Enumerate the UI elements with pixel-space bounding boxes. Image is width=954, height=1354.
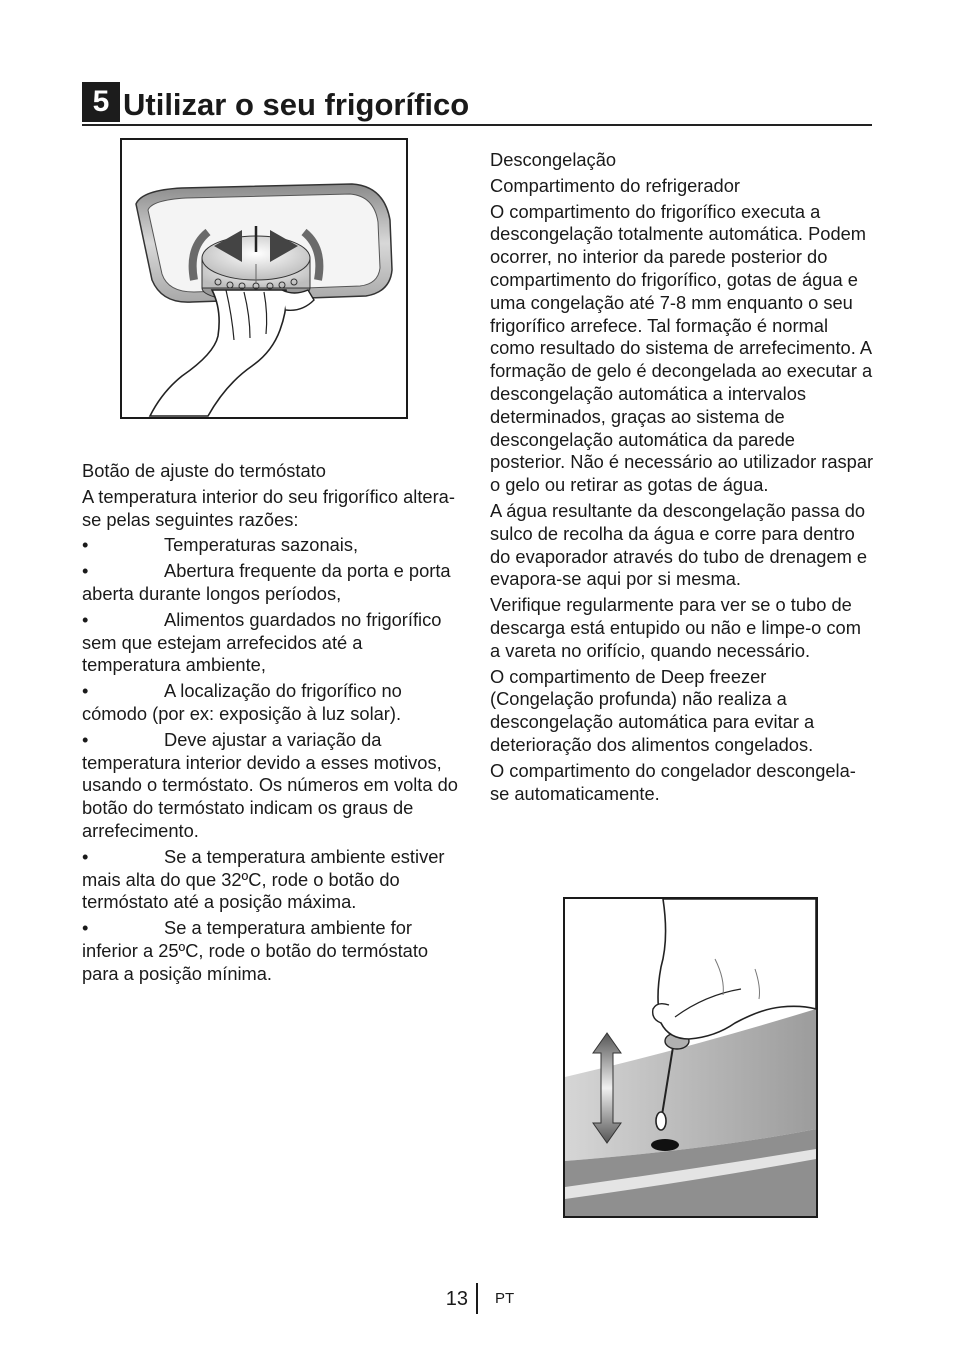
list-item [82,729,466,843]
list-item [82,609,466,677]
bullet-symbol: • [82,728,89,750]
drain-hole-cleaning-stick-illustration [565,899,816,1216]
bullet-symbol: • [82,560,89,582]
section-number: 5 [82,82,120,122]
list-item [82,534,466,557]
fridge-compartment-subheading: Compartimento do refrigerador [490,174,740,196]
list-item-text: Deve ajustar a variação da temperatura interior devido a esses motivos, usando o termóstato. Os números em volta do botão do termóstato indicam os graus de arrefecimento. [82,728,458,841]
right-column [490,149,874,808]
footer-divider [476,1283,478,1314]
paragraph: O compartimento de Deep freezer (Congelação profunda) não realiza a descongelação automática para evitar a deterioração dos alimentos congelados. [490,665,815,755]
page-number: 13 [445,1288,468,1310]
thermostat-knob-hand-illustration [122,140,406,417]
bullet-symbol: • [82,534,89,556]
bullet-symbol: • [82,680,89,702]
defrost-heading: Descongelação [490,149,617,170]
paragraph: O compartimento do congelador descongela-se automaticamente. [490,759,856,804]
paragraph: A água resultante da descongelação passa do sulco de recolha da água e corre para dentro do evaporador através do tubo de drenagem e evapora-se aqui por si mesma. [490,499,868,590]
list-item-text: Temperaturas sazonais, [164,534,359,556]
thermostat-intro: A temperatura interior do seu frigorífico altera-se pelas seguintes razões: [82,485,455,530]
section-header [82,82,872,126]
drain-figure [563,897,818,1218]
bullet-symbol: • [82,608,89,630]
language-code: PT [495,1290,515,1307]
list-item [82,917,466,985]
list-item [82,560,466,606]
list-item [82,680,466,726]
list-item-text: Alimentos guardados no frigorífico sem que estejam arrefecidos até a temperatura ambiente, [82,608,442,676]
section-title: Utilizar o seu frigorífico [123,87,470,122]
bullet-symbol: • [82,845,89,867]
left-column [82,460,466,989]
list-item-text: Se a temperatura ambiente for inferior a 25ºC, rode o botão do termóstato para a posição mínima. [82,917,429,984]
list-item [82,846,466,914]
paragraph: O compartimento do frigorífico executa a descongelação totalmente automática. Podem ocorrer, no interior da parede posterior do compartimento do frigorífico, gotas de água e uma congelação até 7-8 mm enquanto o seu frigorífico arrefece. Tal formação é normal como resultado do sistema de arrefecimento. A formação de gelo é decongelada ao executar a descongelação automática a intervalos determinados, graças ao sistema de descongelação automática da parede posterior. Não é necessário ao utilizador raspar o gelo ou retirar as gotas de água. [490,200,874,496]
list-item-text: Se a temperatura ambiente estiver mais alta do que 32ºC, rode o botão do termóstato até a posição máxima. [82,845,445,913]
bullet-symbol: • [82,917,89,939]
list-item-text: A localização do frigorífico no cómodo (por ex: exposição à luz solar). [82,680,402,724]
paragraph: Verifique regularmente para ver se o tubo de descarga está entupido ou não e limpe-o com a vareta no orifício, quando necessário. [490,594,861,661]
list-item-text: Abertura frequente da porta e porta aberta durante longos períodos, [82,560,451,604]
thermostat-heading: Botão de ajuste do termóstato [82,460,326,481]
thermostat-figure [120,138,408,419]
